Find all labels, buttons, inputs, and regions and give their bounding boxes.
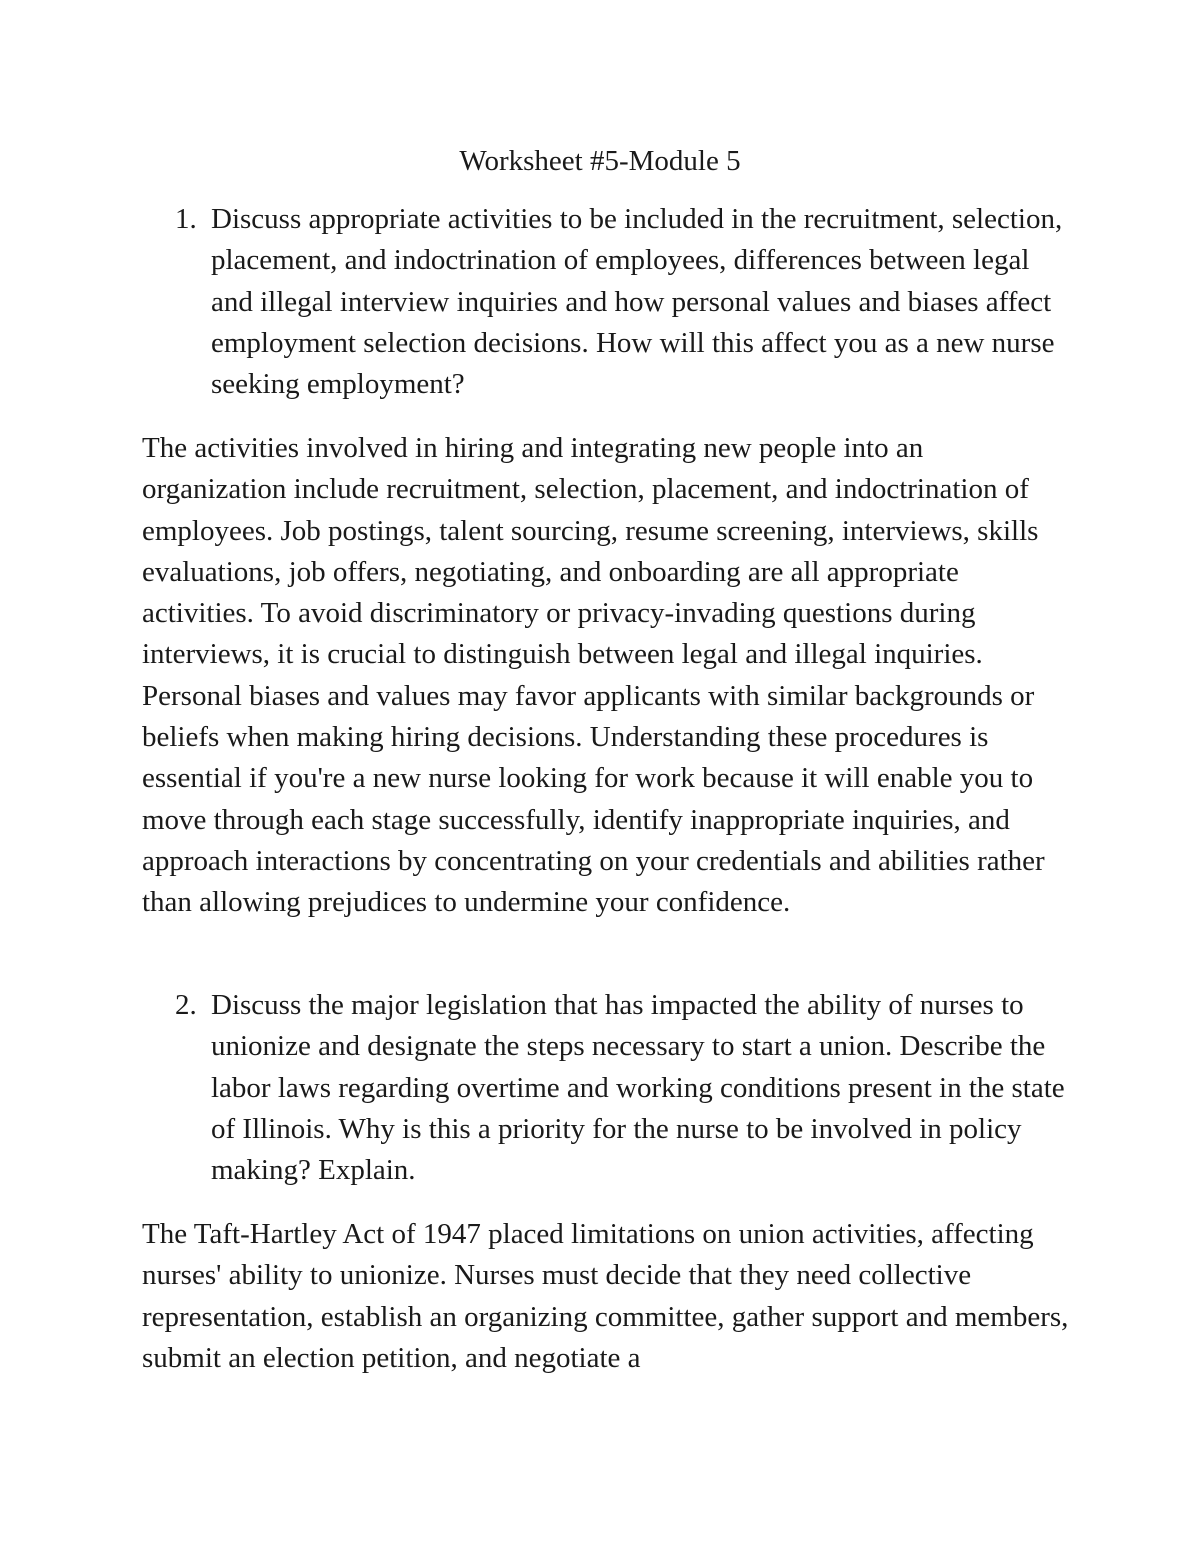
question-number: 2. [175, 989, 197, 1021]
answer-1-paragraph: The activities involved in hiring and integrating new people into an organization include recruitment, selection, placement, and indoctrination of employees. Job postings, talent sourcing, resume screening, interviews, skills evaluations, job offers, negotiating, and onboarding are all appropriate activities. To avoid discriminatory or privacy-invading questions during interviews, it is crucial to distinguish between legal and illegal inquiries. Personal biases and values may favor applicants with similar backgrounds or beliefs when making hiring decisions. Understanding these procedures is essential if you're a new nurse looking for work because it will enable you to move through each stage successfully, identify inappropriate inquiries, and approach interactions by concentrating on your credentials and abilities rather than allowing prejudices to undermine your confidence. [142, 432, 1045, 919]
page-title: Worksheet #5-Module 5 [459, 145, 741, 177]
answer-2-paragraph: The Taft-Hartley Act of 1947 placed limitations on union activities, affecting nurses' ability to unionize. Nurses must decide that they need collective representation, establish an organizing committee, gather support and members, submit an election petition, and negotiate a [142, 1218, 1069, 1374]
question-prompt: Discuss appropriate activities to be included in the recruitment, selection, placement, and indoctrination of employees, differences between legal and illegal interview inquiries and how personal values and biases affect employment selection decisions. How will this affect you as a new nurse seeking employment? [211, 203, 1063, 401]
question-prompt: Discuss the major legislation that has impacted the ability of nurses to unionize and designate the steps necessary to start a union. Describe the labor laws regarding overtime and working conditions present in the state of Illinois. Why is this a priority for the nurse to be involved in policy making? Explain. [211, 989, 1065, 1187]
question-number: 1. [175, 203, 197, 235]
